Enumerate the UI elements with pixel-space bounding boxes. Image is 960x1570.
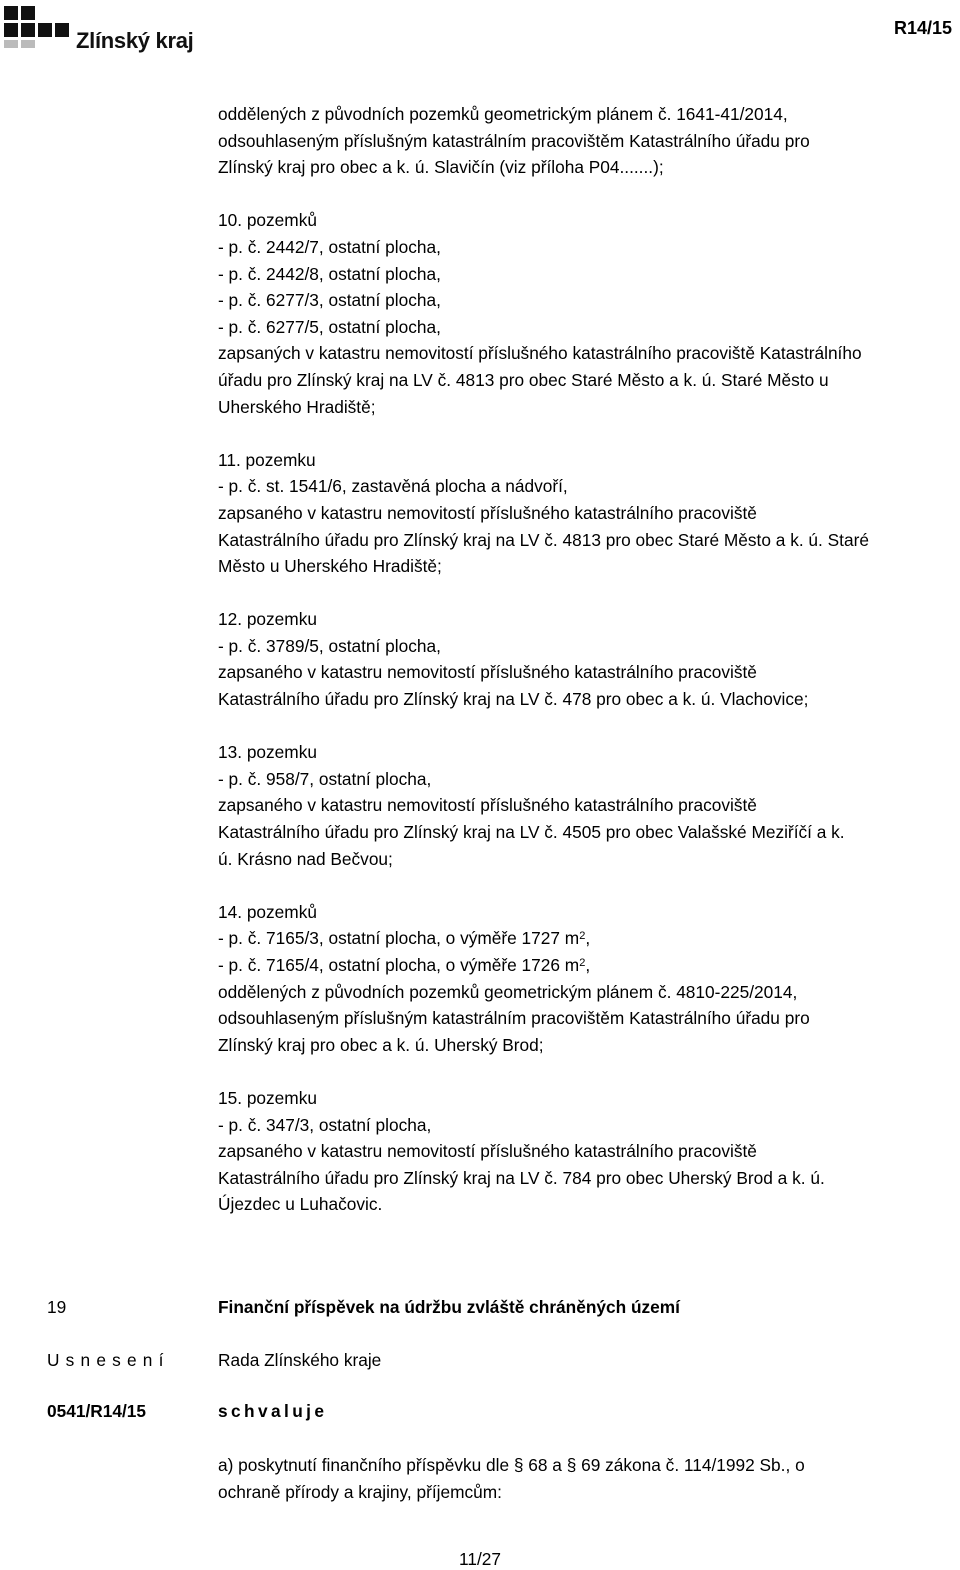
resolution-body: Rada Zlínského kraje: [218, 1350, 382, 1370]
text-line: Katastrálního úřadu pro Zlínský kraj na LV č. 4505 pro obec Valašské Meziříčí a k.: [218, 822, 845, 843]
parcel-item: - p. č. 3789/5, ostatní plocha,: [218, 635, 441, 656]
section-heading: 13. pozemku: [218, 742, 317, 763]
section-heading: 10. pozemků: [218, 210, 317, 231]
parcel-item: - p. č. 958/7, ostatní plocha,: [218, 768, 432, 789]
parcel-item: - p. č. 2442/7, ostatní plocha,: [218, 236, 441, 257]
text-line: zapsaného v katastru nemovitostí příslušného katastrálního pracoviště: [218, 795, 757, 816]
section-heading: 15. pozemku: [218, 1087, 317, 1108]
text-line: Katastrálního úřadu pro Zlínský kraj na LV č. 784 pro obec Uherský Brod a k. ú.: [218, 1167, 825, 1188]
text-line: oddělených z původních pozemků geometrickým plánem č. 1641-41/2014,: [218, 104, 788, 124]
text-line: Uherského Hradiště;: [218, 396, 376, 417]
parcel-item: - p. č. 6277/3, ostatní plocha,: [218, 290, 441, 311]
text-line: a) poskytnutí finančního příspěvku dle § 68 a § 69 zákona č. 114/1992 Sb., o: [218, 1455, 805, 1475]
resolution-verb: schvaluje: [218, 1401, 328, 1421]
resolution-item-a: [218, 1452, 960, 1505]
text-line: zapsaného v katastru nemovitostí příslušného katastrálního pracoviště: [218, 662, 757, 683]
resolution-code: 0541/R14/15: [47, 1401, 146, 1421]
parcel-item: - p. č. 2442/8, ostatní plocha,: [218, 263, 441, 284]
parcel-item: - p. č. 7165/3, ostatní plocha, o výměře 1727 $m^2$,: [218, 928, 591, 949]
parcel-item: - p. č. 347/3, ostatní plocha,: [218, 1114, 432, 1135]
text-line: Újezdec u Luhačovic.: [218, 1194, 383, 1215]
zlinsky-kraj-logo: [4, 6, 194, 56]
section-title: Finanční příspěvek na údržbu zvláště chráněných území: [218, 1297, 680, 1317]
text-line: Město u Uherského Hradiště;: [218, 556, 442, 577]
text-line: odsouhlaseným příslušným katastrálním pracovištěm Katastrálního úřadu pro: [218, 1008, 810, 1029]
text-line: úřadu pro Zlínský kraj na LV č. 4813 pro obec Staré Město a k. ú. Staré Město u: [218, 369, 829, 390]
text-line: zapsaných v katastru nemovitostí příslušného katastrálního pracoviště Katastrálního: [218, 343, 862, 364]
section-number: 19: [47, 1297, 67, 1317]
text-line: Zlínský kraj pro obec a k. ú. Uherský Brod;: [218, 1034, 544, 1055]
text-line: ú. Krásno nad Bečvou;: [218, 848, 393, 869]
logo-squares-icon: [4, 6, 74, 50]
text-line: odsouhlaseným příslušným katastrálním pracovištěm Katastrálního úřadu pro: [218, 130, 810, 151]
superscript: 2: [579, 930, 586, 943]
logo-text: Zlínský kraj: [76, 28, 194, 53]
text-line: ochraně přírody a krajiny, příjemcům:: [218, 1481, 502, 1502]
text-line: Katastrálního úřadu pro Zlínský kraj na LV č. 478 pro obec a k. ú. Vlachovice;: [218, 689, 809, 710]
text-line: Zlínský kraj pro obec a k. ú. Slavičín (viz příloha P04.......);: [218, 157, 664, 178]
text-line: oddělených z původních pozemků geometrickým plánem č. 4810-225/2014,: [218, 981, 798, 1002]
page-number: 11/27: [459, 1549, 501, 1569]
section-heading: 12. pozemku: [218, 609, 317, 630]
resolution-label: Usnesení: [47, 1350, 170, 1370]
parcel-item: - p. č. 7165/4, ostatní plocha, o výměře 1726 $m^2$,: [218, 955, 591, 975]
text-line: zapsaného v katastru nemovitostí příslušného katastrálního pracoviště: [218, 502, 757, 523]
section-heading: 14. pozemků: [218, 901, 317, 922]
superscript: 2: [579, 957, 586, 969]
section-heading: 11. pozemku: [218, 449, 316, 470]
document-body: [218, 101, 960, 1218]
text-line: zapsaného v katastru nemovitostí příslušného katastrálního pracoviště: [218, 1141, 757, 1162]
page-header: [0, 0, 960, 60]
document-code: R14/15: [893, 18, 952, 38]
parcel-item: - p. č. st. 1541/6, zastavěná plocha a nádvoří,: [218, 476, 568, 497]
parcel-item: - p. č. 6277/5, ostatní plocha,: [218, 316, 441, 337]
text-line: Katastrálního úřadu pro Zlínský kraj na LV č. 4813 pro obec Staré Město a k. ú. Staré: [218, 529, 869, 550]
